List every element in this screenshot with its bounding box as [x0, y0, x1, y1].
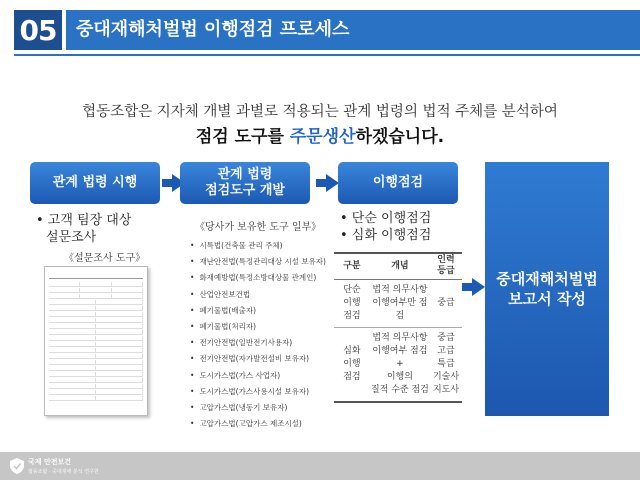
- intro-line-2-pre: 점검 도구를: [195, 127, 290, 147]
- survey-form-image: [44, 266, 148, 416]
- list-item: • 고압가스법(고압가스 제조시설): [190, 416, 326, 432]
- col1-bullet: [36, 212, 131, 246]
- shield-icon: [10, 458, 24, 474]
- check-type-simple: • 단순 이행점검: [340, 211, 432, 226]
- section-number: 05: [14, 10, 62, 50]
- check-type-advanced: • 심화 이행점검: [340, 228, 432, 243]
- list-item: • 폐기물법(배출자): [190, 303, 326, 319]
- list-item: • 폐기물법(처리자): [190, 319, 326, 335]
- table-row: [334, 279, 462, 327]
- step-tool-development-line1: 관계 법령: [217, 167, 273, 182]
- table-header: 개념: [370, 253, 430, 279]
- table-cell: 심화 이행 점검: [334, 327, 370, 402]
- list-item: • 화재예방법(특정소방대상물 관계인): [190, 270, 326, 286]
- footer-org-name: 국제 안전보건: [28, 458, 72, 466]
- intro-line-2-post: 하겠습니다.: [355, 127, 445, 147]
- col1-bullet-line2: 설문조사: [46, 230, 97, 245]
- table-cell: 단순 이행 점검: [334, 279, 370, 327]
- list-item: • 시특법(건축물 관리 주체): [190, 238, 326, 254]
- list-item: • 도시가스법(가스사용시설 보유자): [190, 384, 326, 400]
- table-cell: 중급: [430, 279, 462, 327]
- table-cell: 중급 고급 특급 기술사 지도사: [430, 327, 462, 402]
- table-cell: 법적 의무사항 이행여부 점검 + 이행의 질적 수준 점검: [370, 327, 430, 402]
- list-item: • 재난안전법(특정관리대상 시설 보유자): [190, 254, 326, 270]
- step-tool-development-line2: 점검도구 개발: [205, 183, 285, 198]
- step-report-line1: 중대재해처벌법: [496, 270, 598, 288]
- step-law-enforcement-label: 관계 법령 시행: [52, 175, 138, 190]
- page-footer: [0, 452, 640, 480]
- intro-line-2: [0, 122, 640, 147]
- survey-tool-caption: 《설문조사 도구》: [64, 253, 146, 264]
- check-type-table: [334, 252, 462, 403]
- list-item: • 도시가스법(가스 사업자): [190, 368, 326, 384]
- list-item: • 전기안전법(자가발전설비 보유자): [190, 351, 326, 367]
- tools-list: [190, 238, 326, 432]
- step-compliance-check-label: 이행점검: [372, 175, 424, 190]
- step-law-enforcement: [30, 162, 160, 204]
- list-item: • 고압가스법(냉동기 보유자): [190, 400, 326, 416]
- tools-heading: 《당사가 보유한 도구 일부》: [195, 222, 322, 233]
- table-header: 인력 등급: [430, 253, 462, 279]
- step-report-writing: [485, 162, 609, 416]
- table-cell: 법적 의무사항 이행여부만 점검: [370, 279, 430, 327]
- intro-highlight: 주문생산: [289, 127, 356, 147]
- arrow-right-icon: [472, 278, 485, 296]
- check-types: [340, 210, 431, 244]
- list-item: • 산업안전보건법: [190, 287, 326, 303]
- table-row: [334, 327, 462, 402]
- intro-line-1: 협동조합은 지자체 개별 과별로 적용되는 관계 법령의 법적 주체를 분석하여: [82, 104, 558, 120]
- page-title: 중대재해처벌법 이행점검 프로세스: [76, 19, 350, 40]
- col1-bullet-line1: • 고객 팀장 대상: [36, 213, 132, 228]
- header-divider: [14, 54, 640, 56]
- footer-org-sub: 협동조합 · 중대재해 분석 연구원: [28, 469, 99, 475]
- step-tool-development: [180, 162, 310, 204]
- step-compliance-check: [338, 162, 458, 204]
- list-item: • 전기안전법(일반전기사용자): [190, 335, 326, 351]
- table-header: 구분: [334, 253, 370, 279]
- page-header: [0, 0, 640, 62]
- step-report-line2: 보고서 작성: [508, 290, 586, 308]
